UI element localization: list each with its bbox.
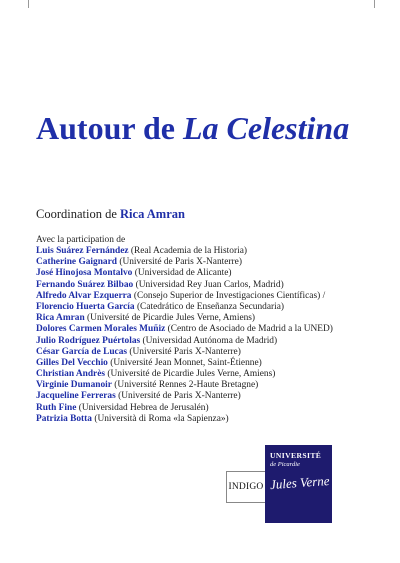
- participant-item: [36, 336, 333, 347]
- participant-affiliation: (Université Jean Monnet, Saint-Étienne): [110, 357, 262, 368]
- indigo-logo-text: INDIGO: [228, 482, 264, 492]
- crop-mark-left: [28, 0, 29, 8]
- participant-affiliation: (Université de Paris X-Nanterre): [118, 391, 241, 402]
- participant-item: [36, 369, 333, 380]
- participant-name: Virginie Dumanoir: [36, 380, 112, 391]
- participation-intro: Avec la participation de: [36, 235, 126, 245]
- participant-name: José Hinojosa Montalvo: [36, 268, 133, 279]
- participant-name: Christian Andrès: [36, 369, 106, 380]
- coordination-line: [36, 208, 185, 221]
- participant-item: [36, 302, 333, 313]
- participant-item: [36, 391, 333, 402]
- participant-name: Luis Suárez Fernández: [36, 246, 129, 256]
- publisher-logos: [226, 445, 332, 523]
- participant-item: [36, 313, 333, 324]
- title-part1: Autour de: [36, 110, 175, 146]
- participant-name: Rica Amran: [36, 313, 85, 324]
- participant-name: Patrizia Botta: [36, 413, 92, 424]
- participant-item: [36, 257, 333, 268]
- participant-item: [36, 358, 333, 369]
- participant-item: [36, 246, 333, 257]
- participant-affiliation: (Università di Roma «la Sapienza»): [94, 413, 229, 424]
- participant-item: [36, 280, 333, 291]
- crop-mark-right: [374, 0, 375, 8]
- participant-affiliation: (Catedrático de Enseñanza Secundaria): [136, 301, 284, 312]
- participant-item: [36, 268, 333, 279]
- participant-affiliation: (Universidad de Alicante): [134, 268, 232, 279]
- participant-item: [36, 380, 333, 391]
- indigo-logo: [226, 471, 265, 503]
- participant-name: Jacqueline Ferreras: [36, 391, 116, 402]
- participant-affiliation: (Centro de Asociado de Madrid a la UNED): [167, 324, 333, 335]
- university-logo-signature: Jules Verne: [269, 472, 330, 493]
- participant-name: Ruth Fine: [36, 402, 77, 413]
- university-logo-line1: UNIVERSITÉ: [270, 451, 322, 460]
- participant-affiliation: (Université de Picardie Jules Verne, Amiens): [107, 369, 276, 380]
- university-logo: [265, 445, 332, 523]
- participant-item: [36, 324, 333, 335]
- participant-name: César García de Lucas: [36, 346, 128, 357]
- participant-affiliation: (Universidad Rey Juan Carlos, Madrid): [135, 279, 284, 290]
- participant-affiliation: (Universidad Hebrea de Jerusalén): [78, 402, 209, 413]
- title-part2: La Celestina: [182, 110, 350, 146]
- participant-affiliation: (Université de Picardie Jules Verne, Amiens): [87, 313, 256, 324]
- coordinator-name: Rica Amran: [120, 207, 185, 221]
- participant-affiliation: (Universidad Autónoma de Madrid): [142, 335, 278, 346]
- participant-affiliation: (Université de Paris X-Nanterre): [119, 257, 242, 268]
- participant-item: [36, 347, 333, 358]
- participant-name: Julio Rodríguez Puértolas: [36, 335, 141, 346]
- participant-name: Catherine Gaignard: [36, 257, 117, 268]
- book-title: [36, 112, 349, 144]
- participant-name: Gilles Del Vecchio: [36, 357, 108, 368]
- coordination-label: Coordination de: [36, 207, 117, 221]
- participant-item: [36, 291, 333, 302]
- participant-affiliation: (Consejo Superior de Investigaciones Científicas) /: [133, 290, 326, 301]
- participant-name: Florencio Huerta García: [36, 301, 135, 312]
- participants-list: [36, 246, 333, 425]
- participant-affiliation: (Université Rennes 2-Haute Bretagne): [114, 380, 259, 391]
- participant-name: Dolores Carmen Morales Muñiz: [36, 324, 166, 335]
- participant-item: [36, 403, 333, 414]
- participant-item: [36, 414, 333, 425]
- university-logo-line2: de Picardie: [270, 461, 300, 468]
- participant-name: Alfredo Alvar Ezquerra: [36, 290, 132, 301]
- participant-name: Fernando Suárez Bilbao: [36, 279, 134, 290]
- participant-affiliation: (Real Academia de la Historia): [130, 246, 247, 256]
- participant-affiliation: (Université Paris X-Nanterre): [129, 346, 241, 357]
